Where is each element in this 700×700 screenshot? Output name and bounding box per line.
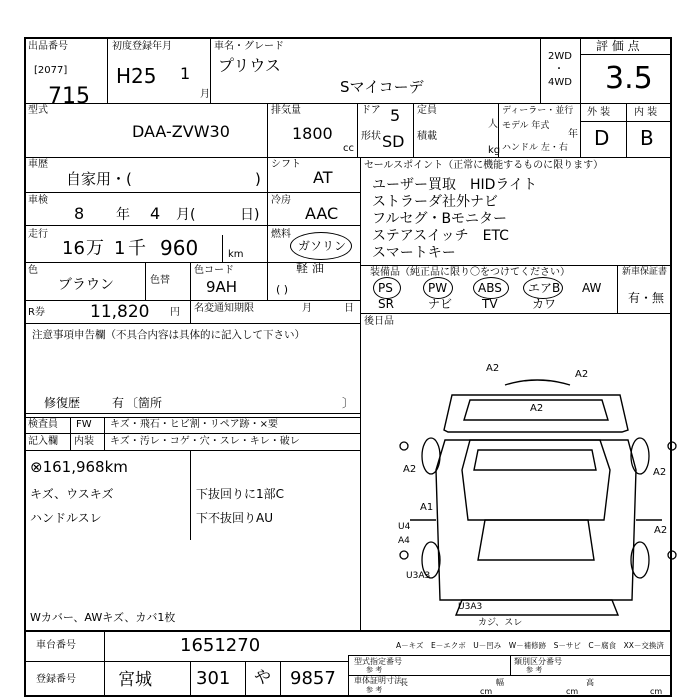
- disp-value: 1800: [292, 124, 333, 143]
- dims-label: 車体証明寸法: [354, 676, 402, 685]
- mileage-unit: km: [228, 249, 244, 260]
- int-label: 内 装: [634, 107, 658, 118]
- diagram-mark: U3A3: [458, 602, 483, 612]
- dealer-label: ディーラー・並行: [502, 106, 574, 116]
- recycle-value: 11,820: [90, 302, 150, 322]
- dims-ref: 参 考: [366, 686, 383, 694]
- sales-line: ストラーダ社外ナビ: [372, 194, 498, 210]
- doors-value: 5: [390, 106, 401, 125]
- fuel-label: 燃料: [271, 229, 291, 240]
- grade: Sマイコーデ: [340, 78, 424, 96]
- inspector-note: ⊗161,968km: [30, 458, 128, 476]
- first-reg-month-unit: 月: [200, 89, 210, 100]
- color-change-label: 色替: [150, 275, 170, 286]
- inspection-year: 8: [74, 204, 85, 223]
- sales-line: ステアスイッチ ETC: [372, 228, 509, 244]
- footer-legend: A－キズ E－エクボ U－凹み W－補修跡 S－サビ C－腐食 XX－交換済: [396, 641, 664, 650]
- usage-label: 車歴: [28, 159, 48, 170]
- equip-tv: TV: [482, 297, 498, 311]
- inspector-note: 下不抜回りAU: [196, 511, 273, 525]
- equip-ps: PS: [378, 281, 393, 295]
- diagram-mark: A2: [575, 369, 589, 380]
- dims-width: 幅: [496, 678, 504, 687]
- fuel-gasoline: ガソリン: [298, 239, 347, 253]
- type-label: 型式: [28, 105, 48, 116]
- shift-label: シフト: [271, 159, 301, 170]
- ac-label: 冷房: [271, 195, 291, 206]
- model-label: 車名・グレード: [214, 41, 284, 52]
- inspection-month: 4: [150, 204, 161, 223]
- dims-height-cm: cm: [650, 687, 663, 696]
- mileage-sen-unit: 千: [128, 238, 146, 259]
- fuel-paren: ( ): [276, 283, 289, 296]
- sales-line: スマートキー: [372, 245, 456, 261]
- color-code-value: 9AH: [206, 278, 238, 296]
- dims-len-cm: cm: [480, 687, 493, 696]
- mileage-sen: 1: [114, 238, 126, 259]
- inspector-legend-2: キズ・汚レ・コゲ・穴・スレ・キレ・破レ: [110, 436, 300, 447]
- mileage-man-unit: 万: [86, 238, 104, 259]
- dims-width-cm: cm: [566, 687, 579, 696]
- class-label: 類別区分番号: [514, 657, 562, 666]
- equip-abs: ABS: [478, 281, 502, 295]
- inspector-note: ハンドルスレ: [30, 511, 102, 525]
- equipment-label: 装備品（純正品に限り〇をつけてください）: [370, 267, 570, 278]
- notice-label: 名変通知期限: [194, 303, 254, 314]
- dims-height: 高: [586, 678, 594, 687]
- diagram-mark: A2: [403, 464, 417, 475]
- body-value: SD: [382, 132, 405, 151]
- equip-aw: AW: [582, 281, 602, 295]
- int-value: B: [640, 126, 654, 150]
- registration-region: 宮城: [118, 670, 152, 690]
- usage-value: 自家用・(: [66, 170, 132, 188]
- diagram-mark: A2: [530, 403, 544, 414]
- recycle-label: R券: [28, 307, 45, 318]
- type-spec-label: 型式指定番号: [354, 657, 402, 666]
- sales-label: セールスポイント（正常に機能するものに限ります）: [364, 160, 604, 171]
- model-year-label: モデル 年式: [502, 121, 550, 131]
- diagram-mark: A2: [486, 363, 500, 374]
- model-year-unit: 年: [568, 129, 578, 140]
- color-label: 色: [28, 265, 38, 276]
- type-spec-ref: 参 考: [366, 666, 383, 674]
- registration-class: 301: [196, 668, 231, 689]
- repair-value: 有: [112, 396, 125, 410]
- load-unit: kg: [488, 145, 501, 156]
- model-name: プリウス: [218, 56, 281, 75]
- equip-pw: PW: [428, 281, 448, 295]
- capacity-unit: 人: [488, 119, 498, 130]
- drive-2wd: 2WD: [548, 51, 572, 62]
- first-reg-year: H25: [116, 64, 157, 88]
- drive-4wd: 4WD: [548, 77, 572, 88]
- equip-sr: SR: [378, 297, 394, 311]
- repair-close: 〕: [342, 396, 355, 410]
- inspection-year-unit: 年: [116, 207, 130, 223]
- inspector-note: 下抜回りに1部C: [196, 487, 285, 501]
- equip-navi: ナビ: [428, 297, 453, 311]
- handle-label: ハンドル 左・右: [502, 143, 568, 153]
- diagram-mark: A1: [420, 502, 434, 513]
- inspector-fw: FW: [76, 419, 92, 430]
- rating-label: 評 価 点: [596, 39, 640, 53]
- lot-sub: [2077]: [34, 65, 68, 76]
- recycle-unit: 円: [170, 307, 180, 318]
- diagram-mark: U4: [398, 522, 411, 532]
- chassis-label: 車台番号: [36, 640, 76, 651]
- drive-dot: ・: [554, 64, 564, 75]
- shift-value: AT: [313, 168, 333, 187]
- mileage-label: 走行: [28, 229, 48, 240]
- inspector-label-2: 記入欄: [28, 436, 58, 447]
- inspector-note: キズ、ウスキズ: [30, 487, 114, 501]
- registration-number: 9857: [290, 668, 336, 689]
- ac-value: AAC: [305, 204, 339, 223]
- lot-number: 715: [48, 84, 90, 109]
- notes-label: 注意事項申告欄（不具合内容は具体的に記入して下さい）: [32, 329, 305, 341]
- sales-line: ユーザー買取 HIDライト: [372, 177, 538, 193]
- capacity-label: 定員: [417, 105, 437, 116]
- usage-close: ): [255, 170, 261, 188]
- ext-label: 外 装: [587, 107, 611, 118]
- repair-bracket: 〔箇所: [126, 396, 163, 410]
- inspection-month-unit: 月(: [176, 207, 196, 223]
- inspector-note: Wカバー、AWキズ、カバ1枚: [30, 611, 176, 624]
- equip-leather: カワ: [532, 297, 557, 311]
- sales-line: フルセグ・Bモニター: [372, 211, 508, 227]
- diagram-mark: A2: [653, 467, 667, 478]
- registration-kana: や: [254, 668, 271, 688]
- chassis-value: 1651270: [180, 635, 261, 656]
- inspector-label-1: 検査員: [28, 419, 58, 430]
- color-value: ブラウン: [58, 277, 114, 293]
- first-reg-label: 初度登録年月: [112, 41, 172, 52]
- registration-label: 登録番号: [36, 674, 76, 685]
- inspection-day-unit: 日): [240, 207, 260, 223]
- diagram-mark: A2: [654, 525, 668, 536]
- inspection-label: 車検: [28, 195, 48, 206]
- dims-len: 長: [400, 678, 408, 687]
- class-ref: 参 考: [526, 666, 543, 674]
- load-label: 積載: [417, 131, 437, 142]
- rating-value: 3.5: [605, 61, 653, 96]
- diagram-mark: U3A3: [406, 571, 431, 581]
- disp-unit: cc: [343, 143, 354, 154]
- mileage-man: 16: [62, 238, 85, 259]
- inspector-interior: 内装: [74, 436, 94, 447]
- repair-label: 修復歴: [44, 396, 81, 410]
- ext-value: D: [594, 126, 610, 150]
- diagram-mark: カジ、スレ: [478, 618, 523, 628]
- equip-airbag: エアB: [528, 281, 561, 295]
- color-code-label: 色コード: [194, 265, 234, 276]
- warranty-label: 新車保証書: [622, 267, 668, 277]
- disp-label: 排気量: [271, 105, 301, 116]
- body-label: 形状: [361, 131, 381, 142]
- diagram-mark: A4: [398, 536, 410, 546]
- warranty-value: 有・無: [628, 291, 665, 305]
- lot-label: 出品番号: [28, 41, 68, 52]
- notice-month: 月: [302, 303, 312, 314]
- inspector-legend-1: キズ・飛石・ヒビ割・リペア跡・×要: [110, 419, 278, 430]
- notice-day: 日: [344, 303, 354, 314]
- mileage-rest: 960: [160, 236, 199, 260]
- rear-label: 後日品: [364, 316, 394, 327]
- first-reg-month: 1: [180, 64, 191, 83]
- doors-label: ドア: [361, 105, 381, 116]
- fuel-diesel: 軽 油: [296, 261, 324, 275]
- type-value: DAA-ZVW30: [132, 122, 230, 141]
